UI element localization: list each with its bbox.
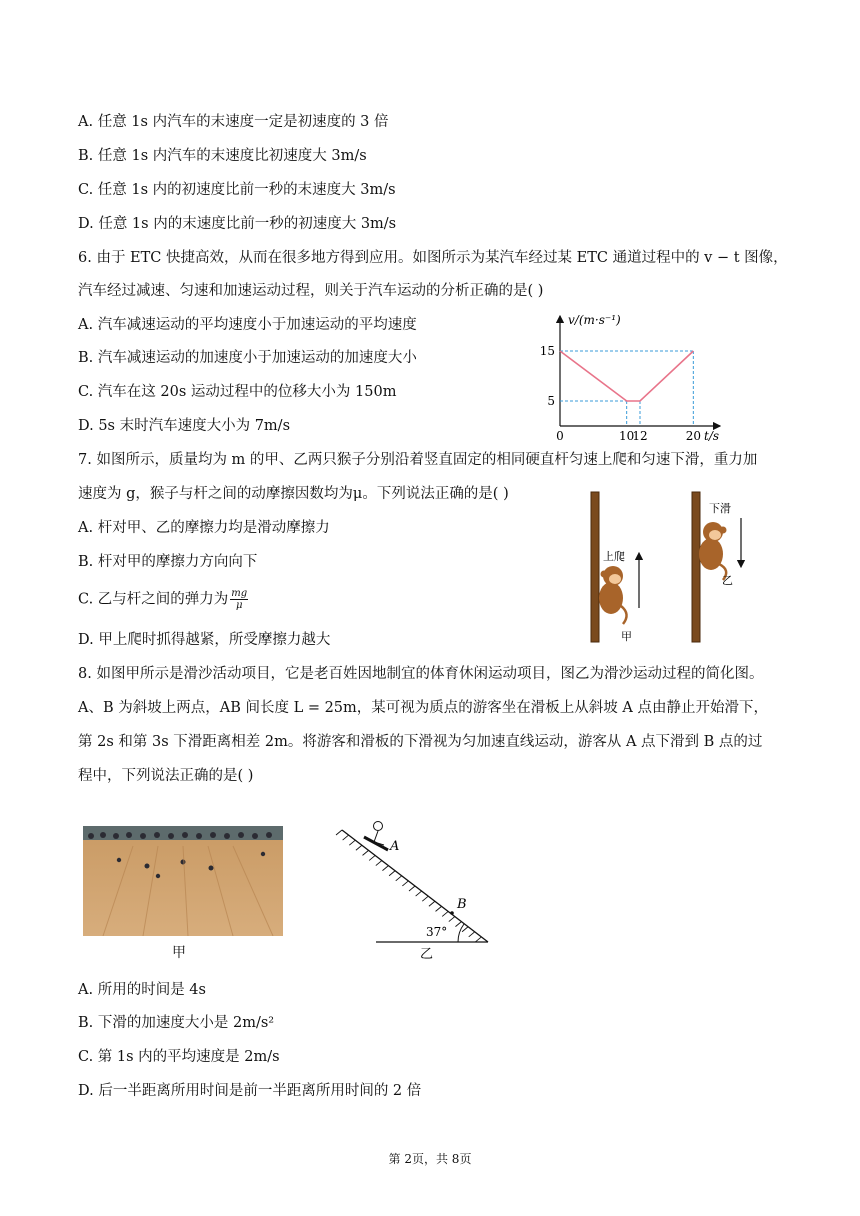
q6-stem-line2: 汽车经过减速、匀速和加速运动过程，则关于汽车运动的分析正确的是( )	[78, 283, 544, 299]
diagram-caption: 乙	[420, 947, 434, 962]
q8-option-c: C. 第 1s 内的平均速度是 2m/s	[78, 1049, 280, 1065]
monkey-yi-icon	[699, 522, 727, 580]
q6-option-d: D. 5s 末时汽车速度大小为 7m/s	[78, 418, 291, 434]
x-tick-label: 0	[556, 429, 564, 443]
monkey-jia-icon	[599, 566, 627, 624]
q6-option-a: A. 汽车减速运动的平均速度小于加速运动的平均速度	[78, 317, 417, 333]
label-slide-down: 下滑	[709, 502, 731, 515]
q7-stem-line1: 7. 如图所示，质量均为 m 的甲、乙两只猴子分别沿着竖直固定的相同硬直杆匀速上爬和匀速下滑，重力加	[78, 452, 758, 468]
label-climb-up: 上爬	[603, 550, 625, 563]
q7-option-c-text: C. 乙与杆之间的弹力为	[78, 591, 229, 608]
q8-stem-line2: A、B 为斜坡上两点，AB 间长度 L = 25m，某可视为质点的游客坐在滑板上从斜坡 A 点由静止开始滑下，	[78, 700, 768, 716]
label-yi: 乙	[722, 574, 733, 587]
rider-icon	[364, 822, 388, 851]
q5-option-d: D. 任意 1s 内的末速度比前一秒的初速度大 3m/s	[78, 216, 397, 232]
q8-option-d: D. 后一半距离所用时间是前一半距离所用时间的 2 倍	[78, 1083, 422, 1099]
monkey-figure	[585, 488, 755, 648]
q7-option-d: D. 甲上爬时抓得越紧，所受摩擦力越大	[78, 632, 331, 648]
y-tick-label: 5	[547, 394, 555, 408]
angle-label: 37°	[426, 925, 448, 939]
sand-slide-photo	[83, 826, 283, 936]
label-jia: 甲	[621, 630, 632, 643]
fraction	[230, 588, 248, 611]
q6-option-b: B. 汽车减速运动的加速度小于加速运动的加速度大小	[78, 350, 417, 366]
x-axis-label: t/s	[704, 429, 720, 443]
q8-option-a: A. 所用的时间是 4s	[78, 982, 206, 998]
pole-right	[692, 492, 700, 642]
slope-diagram	[330, 812, 500, 962]
x-tick-label: 10	[619, 429, 635, 443]
photo-caption: 甲	[172, 945, 186, 961]
x-tick-label: 12	[632, 429, 648, 443]
q7-stem-line2: 速度为 g，猴子与杆之间的动摩擦因数均为μ。下列说法正确的是( )	[78, 486, 509, 502]
q7-option-a: A. 杆对甲、乙的摩擦力均是滑动摩擦力	[78, 520, 330, 536]
q7-option-c	[78, 588, 248, 611]
q8-stem-line1: 8. 如图甲所示是滑沙活动项目，它是老百姓因地制宜的体育休闲运动项目，图乙为滑沙运动过程的简化图。	[78, 666, 764, 682]
y-axis-label: v/(m·s⁻¹)	[568, 313, 621, 327]
pole-left	[591, 492, 599, 642]
point-b	[450, 911, 454, 915]
fraction-numerator: mg	[231, 588, 248, 599]
q7-option-b: B. 杆对甲的摩擦力方向向下	[78, 554, 258, 570]
q8-stem-line4: 程中，下列说法正确的是( )	[78, 768, 254, 784]
q5-option-c: C. 任意 1s 内的初速度比前一秒的末速度大 3m/s	[78, 182, 396, 198]
label-a: A	[390, 839, 400, 854]
fraction-denominator: μ	[235, 600, 243, 611]
q5-option-a: A. 任意 1s 内汽车的末速度一定是初速度的 3 倍	[78, 114, 389, 130]
page-footer: 第 2页，共 8页	[388, 1152, 472, 1166]
q5-option-b: B. 任意 1s 内汽车的末速度比初速度大 3m/s	[78, 148, 367, 164]
x-tick-label: 20	[685, 429, 701, 443]
y-tick-label: 15	[539, 344, 555, 358]
vt-chart	[530, 308, 730, 448]
series-line	[560, 351, 693, 401]
q6-stem-line1: 6. 由于 ETC 快捷高效，从而在很多地方得到应用。如图所示为某汽车经过某 ETC 通道过程中的 v − t 图像，	[78, 250, 788, 266]
q8-option-b: B. 下滑的加速度大小是 2m/s²	[78, 1015, 275, 1031]
q8-stem-line3: 第 2s 和第 3s 下滑距离相差 2m。将游客和滑板的下滑视为匀加速直线运动，游客从 A 点下滑到 B 点的过	[78, 734, 763, 750]
label-b: B	[457, 897, 467, 912]
q6-option-c: C. 汽车在这 20s 运动过程中的位移大小为 150m	[78, 384, 397, 400]
